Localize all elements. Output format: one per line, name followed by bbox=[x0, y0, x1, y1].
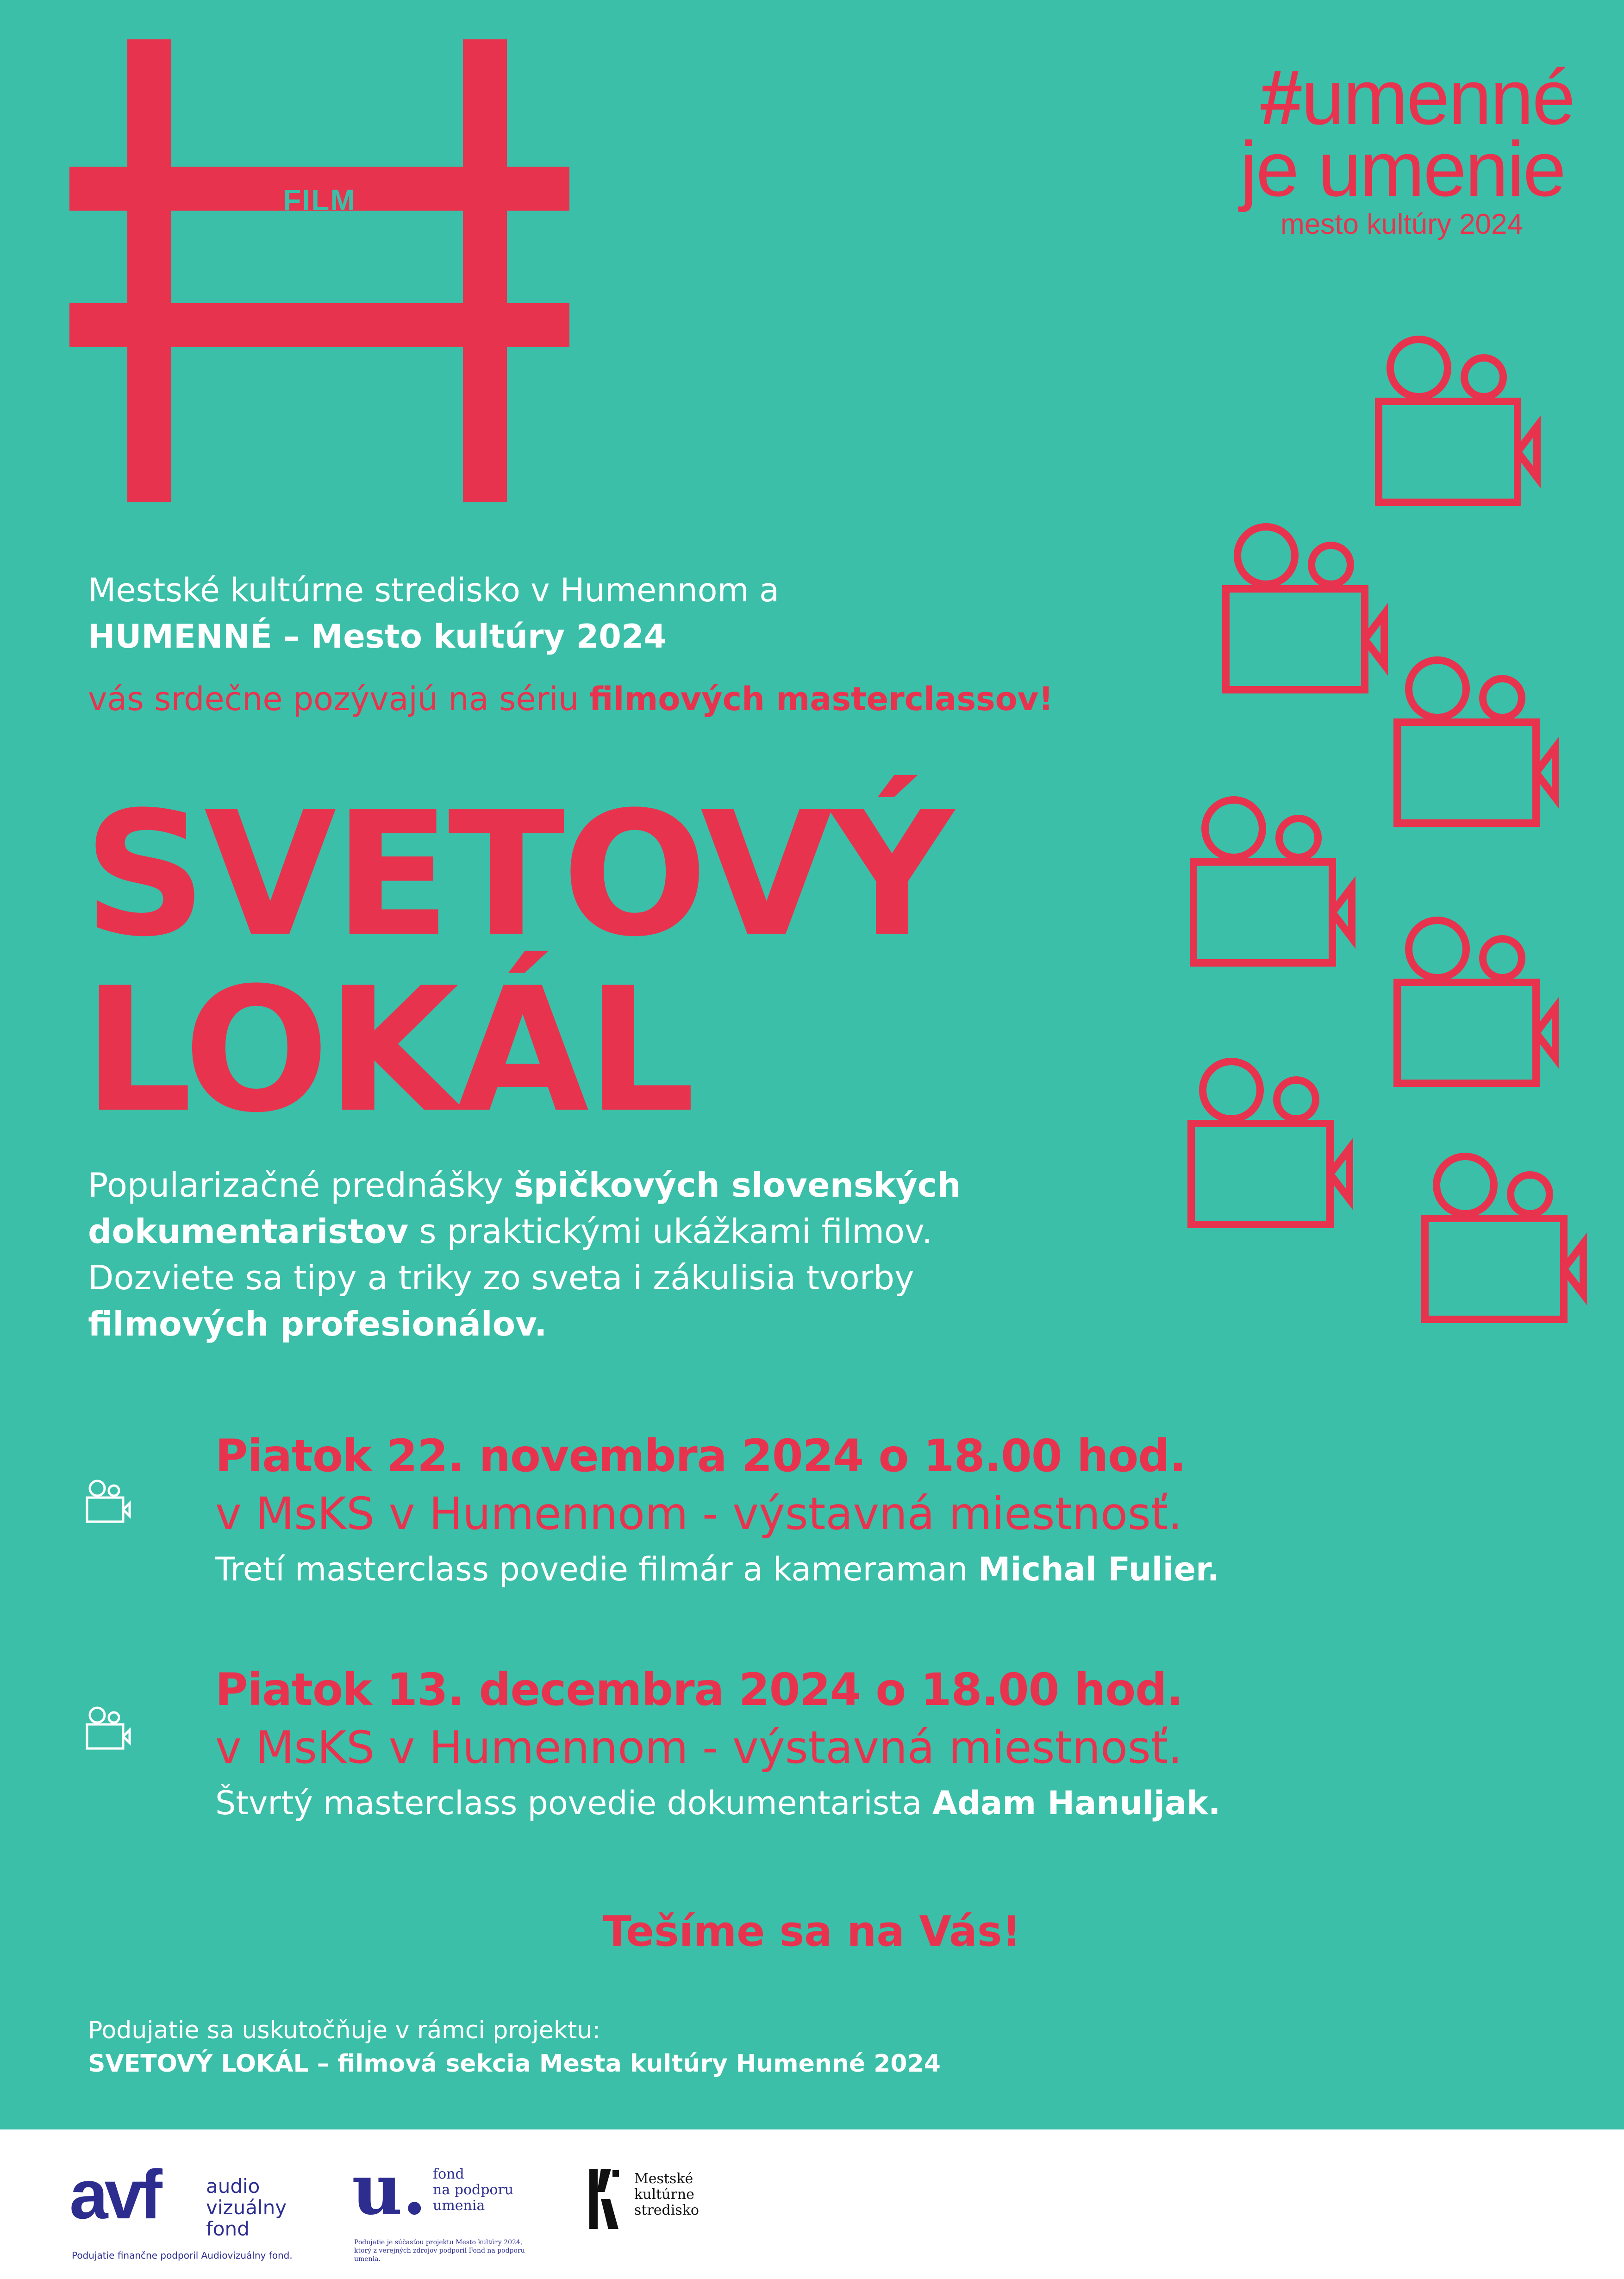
film-camera-icon bbox=[1397, 920, 1555, 1083]
closing-text: Tešíme sa na Vás! bbox=[603, 1907, 1021, 1956]
fpu-note: Podujatie je súčasťou projektu Mesto kultúry 2024, ktorý z verejných zdrojov podporil Fond na podporu umenia. bbox=[354, 2239, 525, 2263]
avf-word: audio bbox=[206, 2175, 260, 2198]
avf-words bbox=[206, 2176, 287, 2240]
brand-line2: je umenie bbox=[1240, 125, 1565, 212]
intro bbox=[88, 567, 1153, 722]
msks-word: kultúrne bbox=[634, 2186, 694, 2203]
desc-text: Dozviete sa tipy a triky zo sveta i zákulisia tvorby bbox=[88, 1258, 914, 1297]
footer-text bbox=[88, 2014, 1292, 2080]
intro-line3-bold: filmových masterclassov! bbox=[589, 680, 1054, 718]
avf-word: vizuálny bbox=[206, 2196, 287, 2219]
brand-line3: mesto kultúry 2024 bbox=[1280, 208, 1523, 240]
avf-note: Podujatie finančne podporil Audiovizuálny fond. bbox=[72, 2250, 293, 2261]
intro-line1: Mestské kultúrne stredisko v Humennom a bbox=[88, 571, 779, 609]
intro-line2: HUMENNÉ – Mesto kultúry 2024 bbox=[88, 618, 667, 656]
film-camera-icon bbox=[83, 1706, 139, 1752]
title-line2: LOKÁL bbox=[83, 951, 693, 1150]
desc-text: s praktickými ukážkami filmov. bbox=[408, 1212, 933, 1251]
msks-logo-icon bbox=[587, 2167, 624, 2231]
fpu-word: fond bbox=[433, 2166, 464, 2182]
event-place: v MsKS v Humennom - výstavná miestnosť. bbox=[215, 1722, 1182, 1773]
brand-line1: umenné bbox=[1301, 54, 1574, 141]
hashtag-label: FILM bbox=[283, 183, 356, 217]
desc-bold: dokumentaristov bbox=[88, 1212, 409, 1251]
brand-hash: # bbox=[1259, 54, 1301, 141]
event-date: Piatok 13. decembra 2024 o 18.00 hod. bbox=[215, 1664, 1183, 1716]
avf-logo bbox=[69, 2155, 159, 2233]
event-host-text: Štvrtý masterclass povedie dokumentarista bbox=[215, 1784, 932, 1822]
event-2 bbox=[215, 1662, 1558, 1829]
main-title bbox=[83, 775, 1194, 1150]
msks-word: stredisko bbox=[634, 2202, 699, 2218]
fpu-word: umenia bbox=[433, 2198, 485, 2214]
event-host-name: Michal Fulier. bbox=[978, 1550, 1220, 1588]
film-camera-icon bbox=[1425, 1156, 1583, 1319]
film-camera-icon bbox=[1379, 339, 1537, 502]
footer-rest: filmová sekcia Mesta kultúry Humenné 2024 bbox=[337, 2050, 941, 2078]
film-camera-icon bbox=[1226, 527, 1384, 690]
fpu-words bbox=[433, 2167, 513, 2214]
fpu-word: na podporu bbox=[433, 2182, 514, 2198]
event-place: v MsKS v Humennom - výstavná miestnosť. bbox=[215, 1488, 1182, 1540]
avf-word: fond bbox=[206, 2217, 250, 2240]
msks-words bbox=[634, 2171, 699, 2218]
desc-bold: špičkových slovenských bbox=[513, 1166, 961, 1205]
desc-bold: filmových profesionálov. bbox=[88, 1305, 547, 1343]
msks-word: Mestské bbox=[634, 2171, 693, 2187]
footer-bold: SVETOVÝ LOKÁL – bbox=[88, 2050, 337, 2078]
intro-line3: vás srdečne pozývajú na sériu bbox=[88, 680, 589, 718]
description bbox=[88, 1162, 1222, 1347]
film-camera-icon bbox=[83, 1479, 139, 1525]
avf-mark: avf bbox=[69, 2155, 159, 2233]
event-host-name: Adam Hanuljak. bbox=[932, 1784, 1221, 1822]
footer-line1: Podujatie sa uskutočňuje v rámci projektu: bbox=[88, 2017, 600, 2044]
film-camera-icon bbox=[1397, 660, 1555, 823]
fpu-logo: u. bbox=[352, 2149, 427, 2230]
event-date: Piatok 22. novembra 2024 o 18.00 hod. bbox=[215, 1430, 1186, 1482]
desc-text: Popularizačné prednášky bbox=[88, 1166, 514, 1205]
title-line1: SVETOVÝ bbox=[83, 775, 951, 974]
film-camera-icon bbox=[1193, 800, 1352, 963]
event-host-text: Tretí masterclass povedie filmár a kameraman bbox=[215, 1550, 978, 1588]
event-1 bbox=[215, 1428, 1558, 1595]
